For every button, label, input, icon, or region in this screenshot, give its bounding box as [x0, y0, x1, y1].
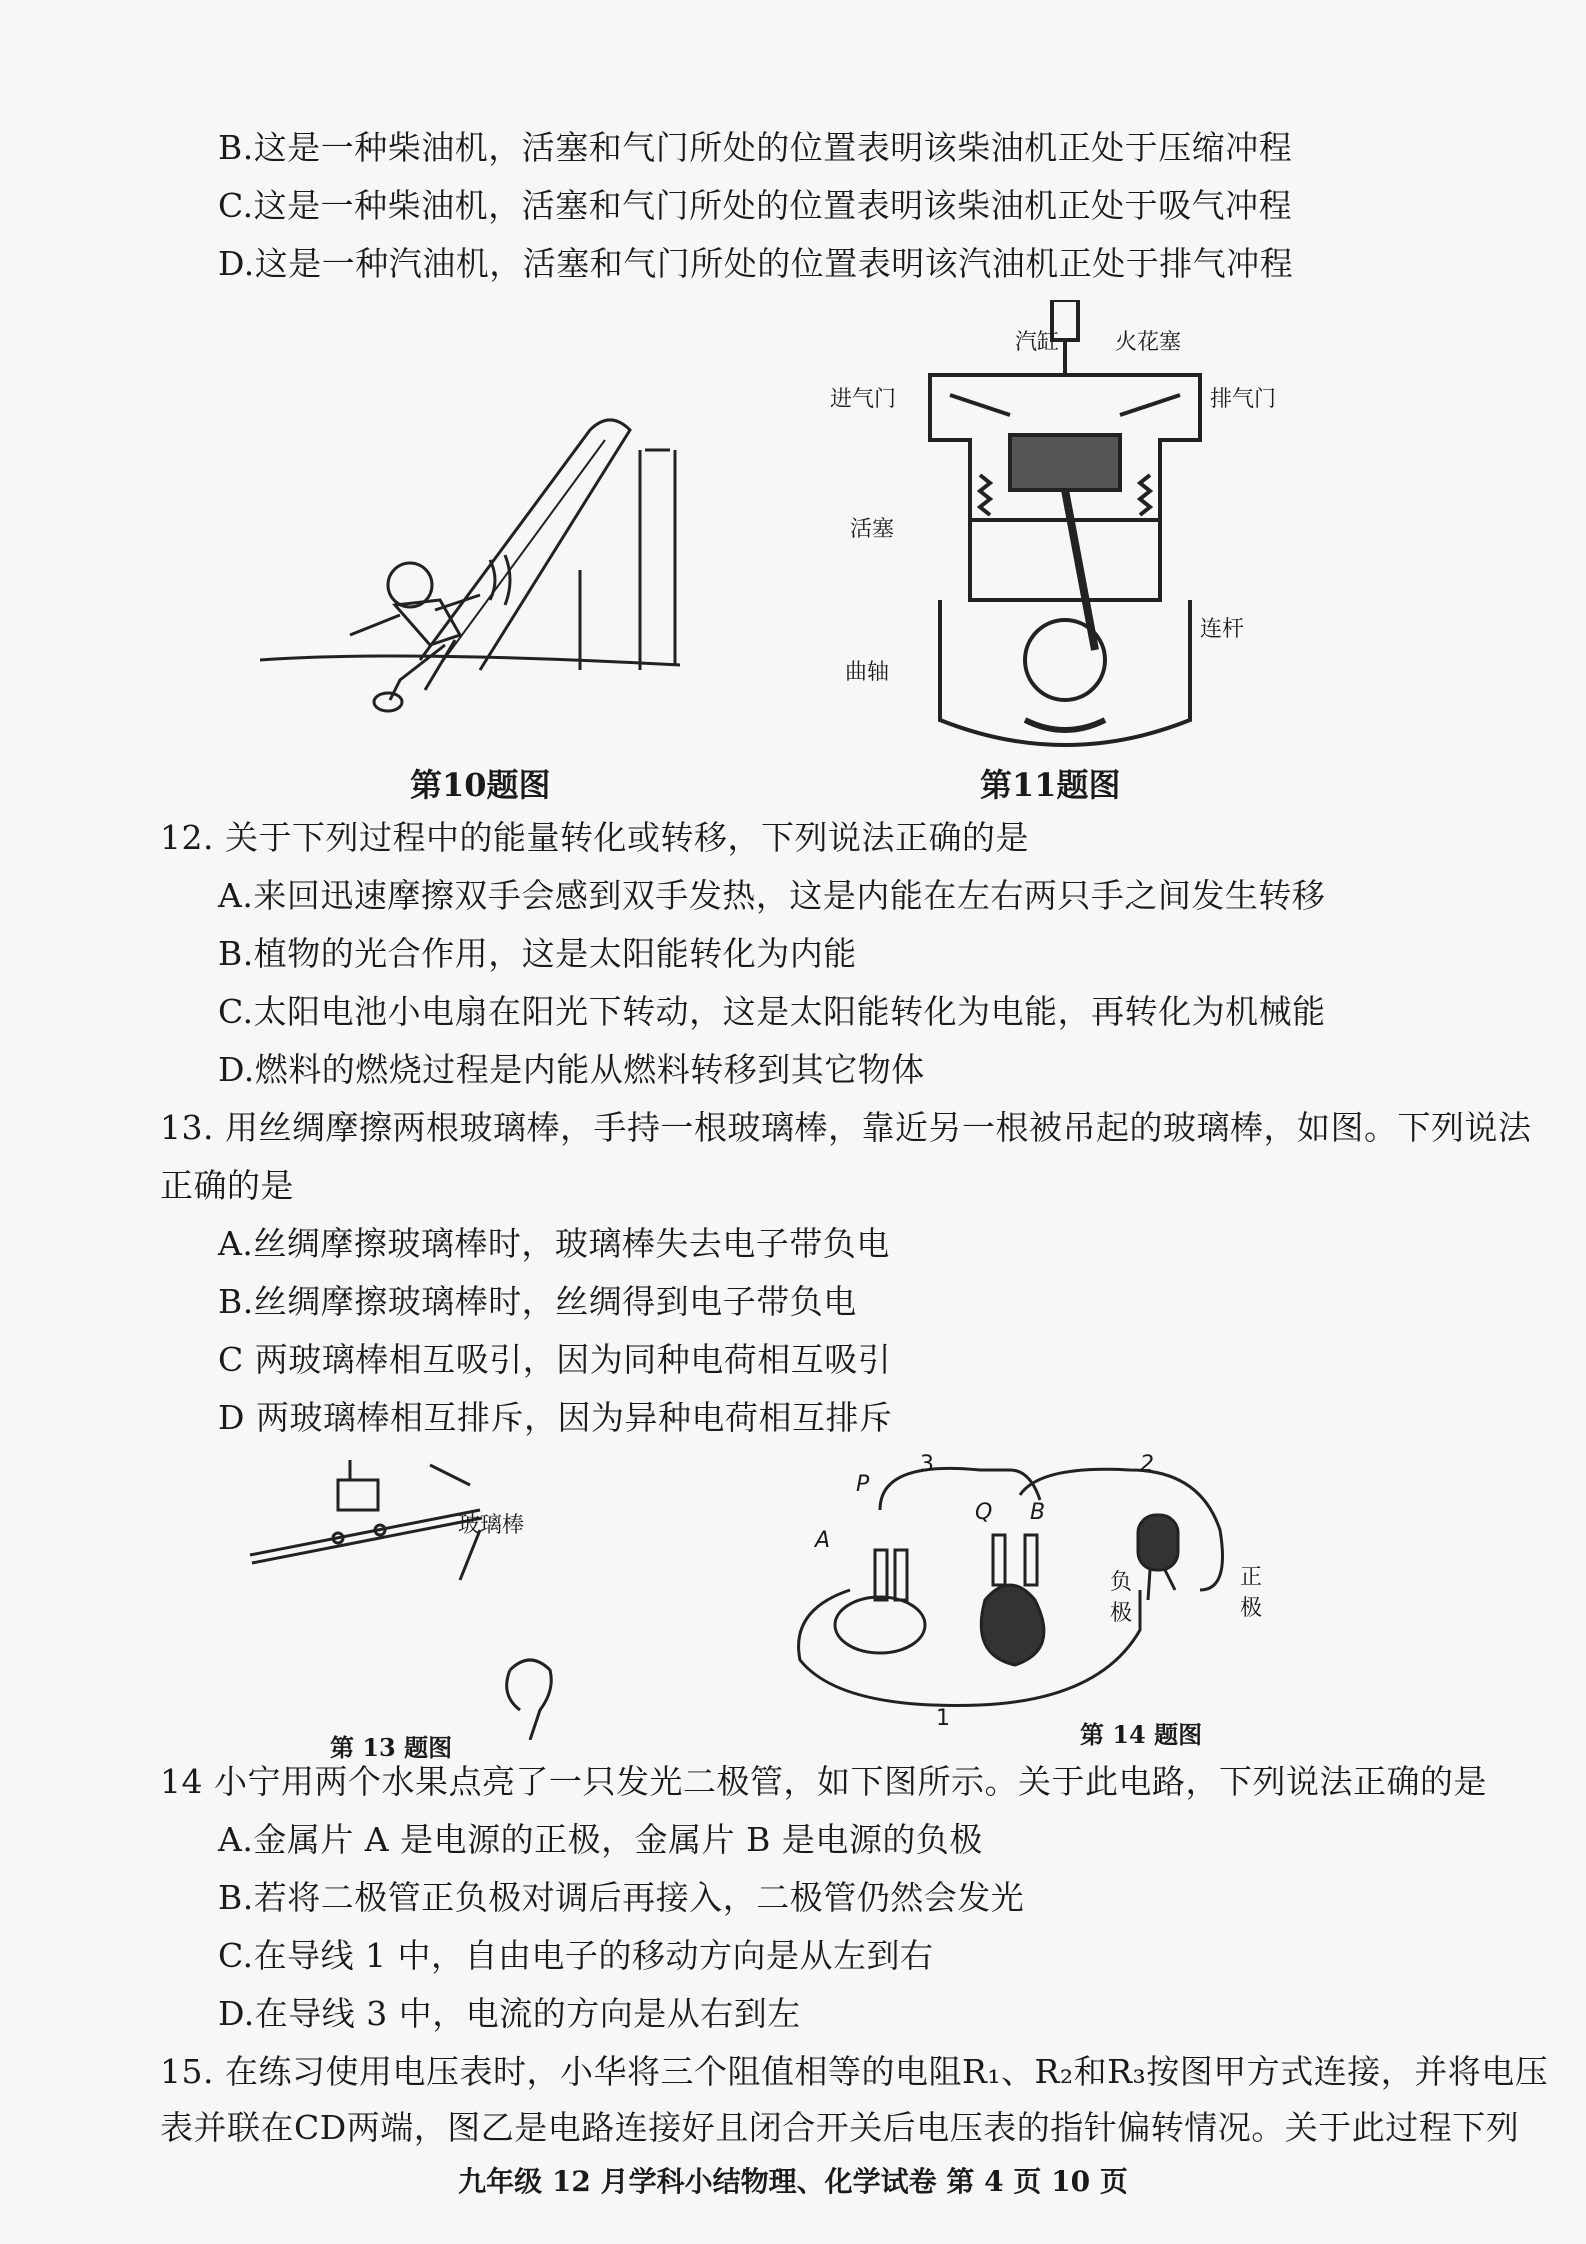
q12-option-b: B.植物的光合作用，这是太阳能转化为内能 [218, 934, 857, 973]
q11-option-d: D.这是一种汽油机，活塞和气门所处的位置表明该汽油机正处于排气冲程 [218, 244, 1294, 283]
q13-option-a: A.丝绸摩擦玻璃棒时，玻璃棒失去电子带负电 [218, 1224, 890, 1263]
fig14-label-a: A [815, 1528, 831, 1553]
fig13-rod-label: 玻璃棒 [458, 1513, 525, 1538]
fig14-fruit-circuit-diagram [780, 1450, 1260, 1710]
fig11-label-cylinder: 汽缸 [1015, 330, 1060, 355]
fig13-caption: 第 13 题图 [330, 1733, 453, 1762]
q15-stem-line1: 15. 在练习使用电压表时，小华将三个阻值相等的电阻R₁、R₂和R₃按图甲方式连接，并将电压 [160, 2052, 1549, 2091]
q13-option-c: C 两玻璃棒相互吸引，因为同种电荷相互吸引 [218, 1340, 892, 1379]
fig13-glass-rod-diagram [240, 1460, 640, 1740]
q13-option-d: D 两玻璃棒相互排斥，因为异种电荷相互排斥 [218, 1398, 893, 1437]
fig11-engine-diagram [900, 300, 1260, 760]
q14-stem: 14 小宁用两个水果点亮了一只发光二极管，如下图所示。关于此电路，下列说法正确的是 [160, 1762, 1487, 1801]
fig14-label-negative: 负极 [1110, 1570, 1133, 1626]
q12-option-c: C.太阳电池小电扇在阳光下转动，这是太阳能转化为电能，再转化为机械能 [218, 992, 1326, 1031]
fig11-label-intake: 进气门 [830, 387, 897, 412]
q12-option-a: A.来回迅速摩擦双手会感到双手发热，这是内能在左右两只手之间发生转移 [218, 876, 1326, 915]
q13-stem-line2: 正确的是 [160, 1166, 294, 1205]
q14-option-a: A.金属片 A 是电源的正极，金属片 B 是电源的负极 [218, 1820, 983, 1859]
fig11-label-spark-plug: 火花塞 [1115, 330, 1182, 355]
fig14-label-wire3: 3 [920, 1452, 934, 1477]
q13-stem-line1: 13. 用丝绸摩擦两根玻璃棒，手持一根玻璃棒，靠近另一根被吊起的玻璃棒，如图。下列说法 [160, 1108, 1532, 1147]
fig11-label-rod: 连杆 [1200, 617, 1245, 642]
fig11-label-piston: 活塞 [850, 517, 895, 542]
fig11-label-crank: 曲轴 [845, 660, 890, 685]
q12-option-d: D.燃料的燃烧过程是内能从燃料转移到其它物体 [218, 1050, 925, 1089]
fig14-label-positive: 正极 [1240, 1565, 1263, 1621]
q13-option-b: B.丝绸摩擦玻璃棒时，丝绸得到电子带负电 [218, 1282, 857, 1321]
fig14-label-q: Q [975, 1500, 993, 1525]
fig14-caption: 第 14 题图 [1080, 1720, 1203, 1749]
q14-option-c: C.在导线 1 中，自由电子的移动方向是从左到右 [218, 1936, 934, 1975]
fig11-caption: 第11题图 [980, 766, 1121, 804]
fig10-slide-illustration [250, 410, 710, 740]
fig14-label-wire2: 2 [1140, 1452, 1154, 1477]
fig14-label-wire1: 1 [936, 1706, 950, 1731]
page-footer: 九年级 12 月学科小结物理、化学试卷 第 4 页 10 页 [458, 2165, 1128, 2198]
q14-option-d: D.在导线 3 中，电流的方向是从右到左 [218, 1994, 801, 2033]
q12-stem: 12. 关于下列过程中的能量转化或转移，下列说法正确的是 [160, 818, 1029, 857]
fig11-label-exhaust: 排气门 [1210, 387, 1277, 412]
fig14-label-b: B [1030, 1500, 1046, 1525]
q14-option-b: B.若将二极管正负极对调后再接入，二极管仍然会发光 [218, 1878, 1025, 1917]
fig14-label-p: P [856, 1472, 870, 1497]
q11-option-b: B.这是一种柴油机，活塞和气门所处的位置表明该柴油机正处于压缩冲程 [218, 128, 1293, 167]
q11-option-c: C.这是一种柴油机，活塞和气门所处的位置表明该柴油机正处于吸气冲程 [218, 186, 1293, 225]
q15-stem-line2: 表并联在CD两端，图乙是电路连接好且闭合开关后电压表的指针偏转情况。关于此过程下列 [160, 2108, 1520, 2147]
fig10-caption: 第10题图 [410, 766, 551, 804]
